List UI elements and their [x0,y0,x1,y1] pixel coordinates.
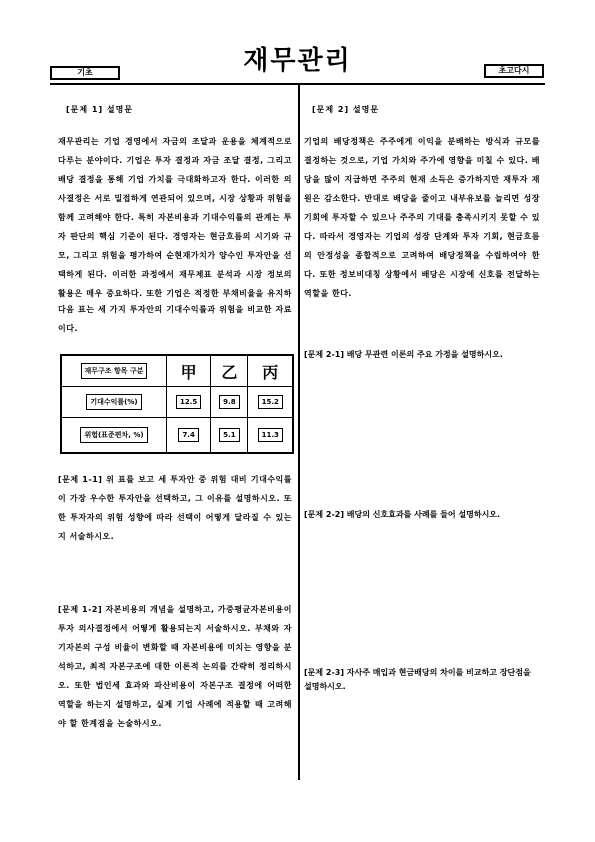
investment-table [60,354,294,454]
table-header-row [61,355,293,387]
page-title: 재무관리 [243,46,352,76]
right-header-tag: 초고다시 [484,64,544,78]
table-header-cell: 乙 [211,355,248,387]
right-question-1: [문제 2-1] 배당 무관련 이론의 주요 가정을 설명하시오. [304,350,503,359]
right-passage: 기업의 배당정책은 주주에게 이익을 분배하는 방식과 규모를 결정하는 것으로, 기업 가치와 주가에 영향을 미칠 수 있다. 배당을 많이 지급하면 주주의 현재 소득은 증가하지만 재투자 재원은 감소한다. 반대로 배당을 줄이고 내부유보를 늘리면 성장 기회에 투자할 수 있으나 주주의 기대를 충족시키지 못할 수 있다. 따라서 경영자는 기업의 성장 단계와 투자 기회, 현금흐름의 안정성을 종합적으로 고려하여 배당정책을 수립하여야 한다. 또한 정보비대칭 상황에서 배당은 시장에 신호를 전달하는 역할을 한다. [304,137,540,298]
left-question-1: [문제 1-1] 위 표를 보고 세 투자안 중 위험 대비 기대수익률이 가장 우수한 투자안을 선택하고, 그 이유를 설명하시오. 또한 투자자의 위험 성향에 따라 선택이 어떻게 달라질 수 있는지 서술하시오. [58,475,292,541]
table-row-label: 위험(표준편차, %) [61,418,167,454]
right-section-heading: [문제 2] 설명문 [312,105,380,114]
left-header-tag: 기초 [50,66,120,80]
table-cell: 12.5 [167,387,211,418]
column-divider [298,85,300,780]
table-cell: 15.2 [248,387,293,418]
table-row [61,418,293,454]
left-question-2: [문제 1-2] 자본비용의 개념을 설명하고, 가중평균자본비용이 투자 의사결정에서 어떻게 활용되는지 서술하시오. 부채와 자기자본의 구성 비율이 변화할 때 자본비용에 미치는 영향을 분석하고, 최적 자본구조에 대한 이론적 논의를 간략히 정리하시오. 또한 법인세 효과와 파산비용이 자본구조 결정에 어떠한 역할을 하는지 설명하고, 실제 기업 사례에 적용할 때 고려해야 할 한계점을 논술하시오. [58,605,292,728]
right-question-3: [문제 2-3] 자사주 매입과 현금배당의 차이를 비교하고 장단점을 설명하시오. [304,668,531,691]
left-passage: 재무관리는 기업 경영에서 자금의 조달과 운용을 체계적으로 다루는 분야이다. 기업은 투자 결정과 자금 조달 결정, 그리고 배당 결정을 통해 기업 가치를 극대화하고자 한다. 이러한 의사결정은 서로 밀접하게 연관되어 있으며, 시장 상황과 위험을 함께 고려해야 한다. 특히 자본비용과 기대수익률의 관계는 투자 판단의 핵심 기준이 된다. 경영자는 현금흐름의 시기와 규모, 그리고 위험을 평가하여 순현재가치가 양수인 투자안을 선택하게 된다. 이러한 과정에서 재무제표 분석과 시장 정보의 활용은 매우 중요하다. 또한 기업은 적정한 부채비율을 유지하 [58,137,292,298]
table-header-cell: 丙 [248,355,293,387]
table-row-label: 기대수익률(%) [61,387,167,418]
right-question-2: [문제 2-2] 배당의 신호효과를 사례를 들어 설명하시오. [304,510,501,519]
table-header-cell: 甲 [167,355,211,387]
table-row [61,387,293,418]
left-section-heading: [문제 1] 설명문 [66,105,134,114]
table-cell: 9.8 [211,387,248,418]
left-passage-table-intro: 다음 표는 세 가지 투자안의 기대수익률과 위험을 비교한 자료이다. [58,305,292,333]
table-cell: 5.1 [211,418,248,454]
table-cell: 7.4 [167,418,211,454]
table-header-cell: 재무구조 항목 구분 [61,355,167,387]
table-cell: 11.3 [248,418,293,454]
